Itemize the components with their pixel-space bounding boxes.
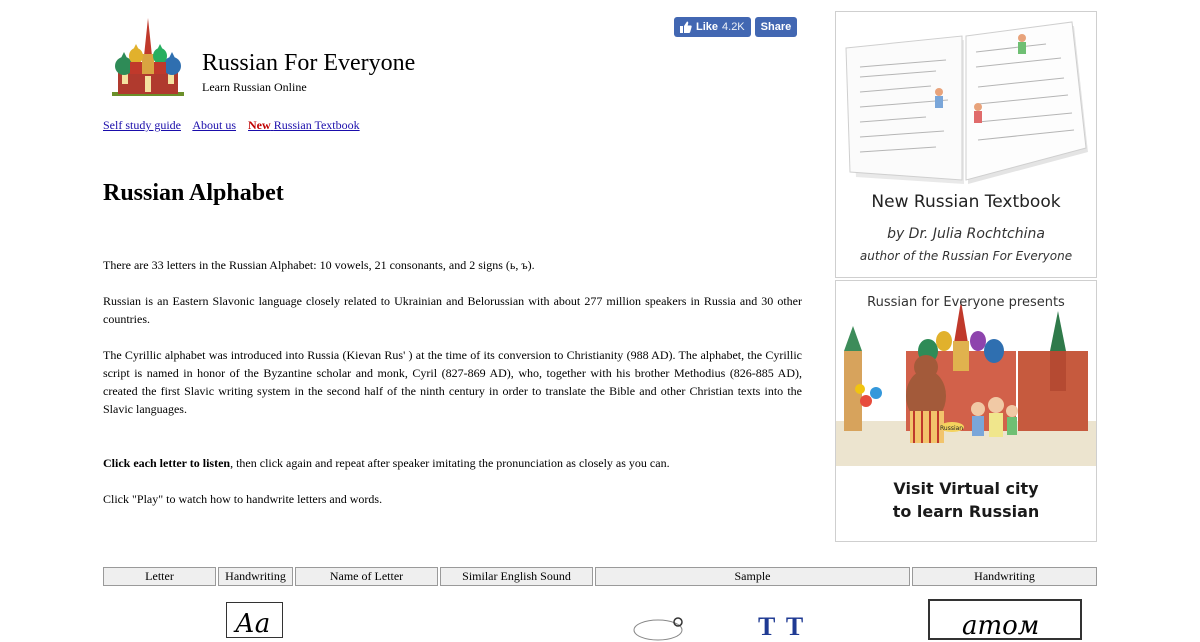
st-basils-cathedral-icon[interactable] (108, 16, 188, 98)
facebook-like-button[interactable] (674, 17, 751, 37)
column-header-letter: Letter (103, 567, 216, 586)
textbook-ad[interactable] (835, 11, 1097, 278)
nav-about-us[interactable]: About us (192, 118, 237, 132)
new-tag: New (248, 118, 271, 132)
column-header-handwriting: Handwriting (218, 567, 293, 586)
open-textbook-image (836, 12, 1096, 187)
site-subtitle: Learn Russian Online (202, 80, 307, 94)
virtual-city-ad-line2: to learn Russian (892, 502, 1040, 521)
table-header-row (103, 567, 1097, 586)
intro-letter-count: There are 33 letters in the Russian Alphabet: 10 vowels, 21 consonants, and 2 signs (ь, ъ). (103, 258, 535, 272)
textbook-ad-author: by Dr. Julia Rochtchina (887, 226, 1045, 242)
sample-letters[interactable]: Т Т (758, 612, 806, 641)
table-row (0, 596, 1200, 641)
page-title: Russian Alphabet (103, 180, 284, 206)
alphabet-table (101, 565, 1099, 588)
virtual-city-ad[interactable] (835, 280, 1097, 542)
listen-instructions-rest: , then click again and repeat after speaker imitating the pronunciation as closely as you can. (230, 456, 670, 470)
column-header-name-of-letter: Name of Letter (295, 567, 438, 586)
facebook-buttons (674, 17, 797, 37)
site-title[interactable]: Russian For Everyone (202, 50, 416, 76)
virtual-city-ad-cta (836, 477, 1096, 523)
handwriting-word: атом (962, 611, 1040, 640)
listen-instructions-bold: Click each letter to listen (103, 456, 231, 470)
textbook-ad-author-note: author of the Russian For Everyone (859, 249, 1073, 263)
intro-cyrillic-history: The Cyrillic alphabet was introduced into Russia (Kievan Rus' ) at the time of its conversion to Christianity (988 AD). The alphabet, the Cyrillic script is named in honor of the Byzantine scholar and monk, Cyril (827-869 AD), who, together with his brother Methodius (826-885 AD), created the first Slavic writing system in the second half of the ninth century in order to translate the Bible and other Christian texts into the Slavic languages. (103, 348, 802, 416)
like-count: 4.2K (722, 21, 745, 33)
handwriting-letter-box[interactable] (226, 602, 283, 638)
like-label: Like (696, 21, 719, 33)
atom-icon (628, 608, 688, 642)
play-instructions: Click "Play" to watch how to handwrite letters and words. (103, 492, 383, 506)
virtual-city-ad-top-text: Russian for Everyone presents (867, 295, 1065, 310)
bear-sign-text: Russian (940, 425, 964, 432)
column-header-handwriting-sample: Handwriting (912, 567, 1097, 586)
column-header-similar-english-sound: Similar English Sound (440, 567, 593, 586)
nav-textbook-label: Russian Textbook (273, 118, 360, 132)
virtual-city-ad-line1: Visit Virtual city (893, 479, 1039, 498)
facebook-share-button[interactable] (755, 17, 798, 37)
nav-self-study-guide[interactable]: Self study guide (103, 118, 181, 132)
intro-language-info: Russian is an Eastern Slavonic language closely related to Ukrainian and Belorussian with about 277 million speakers in Russia and 30 other countries. (103, 294, 802, 326)
top-navigation (103, 118, 369, 133)
handwriting-letter: Аa (235, 609, 271, 638)
listen-instructions (103, 454, 802, 472)
thumbs-up-icon (680, 21, 692, 33)
column-header-sample: Sample (595, 567, 910, 586)
nav-new-russian-textbook[interactable] (248, 118, 360, 132)
textbook-ad-title: New Russian Textbook (871, 192, 1061, 212)
handwriting-word-box[interactable] (928, 599, 1082, 640)
share-label: Share (760, 21, 792, 33)
